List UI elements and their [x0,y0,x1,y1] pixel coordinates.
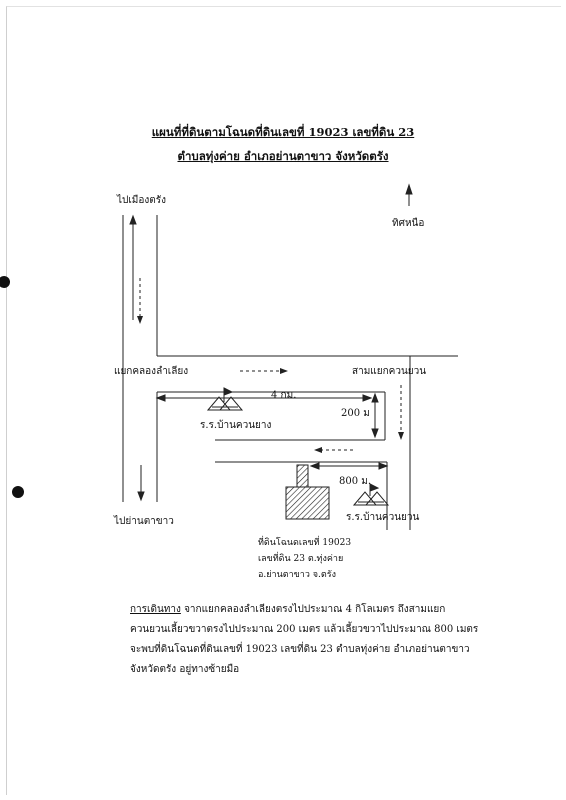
label-school-1: ร.ร.บ้านควนยาง [200,420,272,431]
school-symbol-1 [208,388,242,410]
north-arrow-head [406,185,412,194]
label-to-muang-trang: ไปเมืองตรัง [117,195,167,206]
directions-line1: จากแยกคลองลำเลียงตรงไปประมาณ 4 กิโลเมตร ถึงสามแยก [180,604,446,615]
land-parcel-access [297,465,308,487]
label-parcel-line2: เลขที่ดิน 23 ต.ทุ่งค่าย [258,554,344,564]
directions-line3: จะพบที่ดินโฉนดที่ดินเลขที่ 19023 เลขที่ดิน 23 ตำบลทุ่งค่าย อำเภอย่านตาขาว [130,644,470,655]
label-school-2: ร.ร.บ้านควนยวน [346,512,420,523]
label-dist-4km: 4 กม. [271,390,297,401]
map-title-line2: ตำบลทุ่งค่าย อำเภอย่านตาขาว จังหวัดตรัง [177,149,389,163]
label-to-yan-ta-khao: ไปย่านตาขาว [114,516,174,527]
label-north: ทิศหนือ [392,218,425,229]
map-title-line1: แผนที่ที่ดินตามโฉนดที่ดินเลขที่ 19023 เลขที่ดิน 23 [151,125,415,139]
directions-line4: จังหวัดตรัง อยู่ทางซ้ายมือ [130,664,240,675]
arrow-up-head [130,216,136,224]
directions-text [130,600,490,680]
directions-heading: การเดินทาง [130,604,181,615]
label-junction-khuan: สามแยกควนยวน [352,366,427,377]
label-parcel-line1: ที่ดินโฉนดเลขที่ 19023 [258,538,352,548]
arrow-down-head [138,492,144,500]
label-parcel-line3: อ.ย่านตาขาว จ.ตรัง [258,570,336,580]
label-junction-klong: แยกคลองลำเลียง [114,366,189,377]
land-parcel [286,487,329,519]
label-dist-800m: 800 ม. [339,476,372,487]
label-dist-200m: 200 ม [341,408,370,419]
directions-line2: ควนยวนเลี้ยวขวาตรงไปประมาณ 200 เมตร แล้วเลี้ยวขวาไปประมาณ 800 เมตร [130,624,479,635]
